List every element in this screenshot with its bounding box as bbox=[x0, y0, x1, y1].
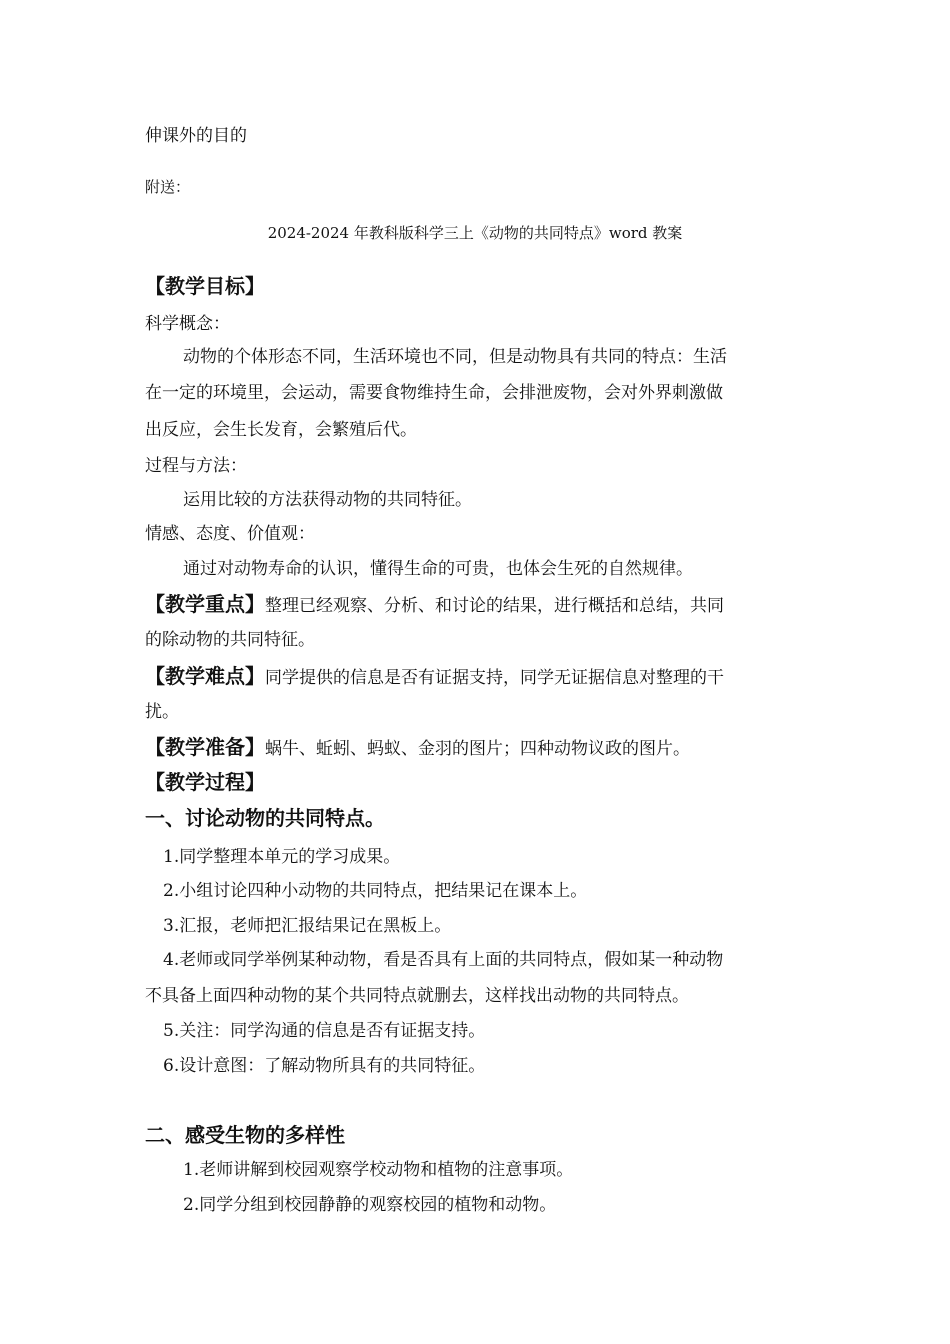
paragraph-line: 在一定的环境里，会运动，需要食物维持生命，会排泄废物，会对外界刺激做 bbox=[145, 383, 723, 403]
preparation-text: 蜗牛、蚯蚓、蚂蚁、金羽的图片；四种动物议政的图片。 bbox=[265, 739, 690, 759]
difficulty-line bbox=[145, 662, 724, 690]
appendix-label: 附送： bbox=[145, 178, 191, 196]
list-item: 1.同学整理本单元的学习成果。 bbox=[163, 847, 401, 867]
difficulty-label: 【教学难点】 bbox=[145, 664, 265, 688]
paragraph-line: 出反应，会生长发育，会繁殖后代。 bbox=[145, 420, 417, 440]
list-item: 5.关注：同学沟通的信息是否有证据支持。 bbox=[163, 1021, 486, 1041]
paragraph-line: 通过对动物寿命的认识，懂得生命的可贵，也体会生死的自然规律。 bbox=[183, 559, 693, 579]
list-item: 2.小组讨论四种小动物的共同特点，把结果记在课本上。 bbox=[163, 881, 588, 901]
preparation-line bbox=[145, 733, 690, 761]
section-heading-process: 【教学过程】 bbox=[145, 770, 265, 794]
continued-text: 伸课外的目的 bbox=[145, 126, 247, 146]
section-heading-one: 一、讨论动物的共同特点。 bbox=[145, 806, 385, 830]
document-title: 2024-2024 年教科版科学三上《动物的共同特点》word 教案 bbox=[267, 224, 683, 242]
list-item: 4.老师或同学举例某种动物，看是否具有上面的共同特点，假如某一种动物 bbox=[163, 950, 724, 970]
paragraph-line: 扰。 bbox=[145, 702, 179, 722]
list-item: 2.同学分组到校园静静的观察校园的植物和动物。 bbox=[183, 1195, 557, 1215]
subheading-concept: 科学概念： bbox=[145, 314, 230, 334]
paragraph-line: 动物的个体形态不同，生活环境也不同，但是动物具有共同的特点：生活 bbox=[183, 347, 727, 367]
section-heading-two: 二、感受生物的多样性 bbox=[145, 1123, 345, 1147]
paragraph-line: 运用比较的方法获得动物的共同特征。 bbox=[183, 490, 472, 510]
key-points-text: 整理已经观察、分析、和讨论的结果，进行概括和总结，共同 bbox=[265, 596, 724, 616]
list-item: 3.汇报，老师把汇报结果记在黑板上。 bbox=[163, 916, 452, 936]
paragraph-line: 不具备上面四种动物的某个共同特点就删去，这样找出动物的共同特点。 bbox=[145, 986, 689, 1006]
subheading-values: 情感、态度、价值观： bbox=[145, 524, 315, 544]
difficulty-text: 同学提供的信息是否有证据支持，同学无证据信息对整理的干 bbox=[265, 668, 724, 688]
subheading-method: 过程与方法： bbox=[145, 456, 247, 476]
preparation-label: 【教学准备】 bbox=[145, 735, 265, 759]
section-heading-objectives: 【教学目标】 bbox=[145, 274, 265, 298]
list-item: 1.老师讲解到校园观察学校动物和植物的注意事项。 bbox=[183, 1160, 574, 1180]
list-item: 6.设计意图：了解动物所具有的共同特征。 bbox=[163, 1056, 486, 1076]
key-points-line bbox=[145, 590, 724, 618]
key-points-label: 【教学重点】 bbox=[145, 592, 265, 616]
paragraph-line: 的除动物的共同特征。 bbox=[145, 630, 315, 650]
